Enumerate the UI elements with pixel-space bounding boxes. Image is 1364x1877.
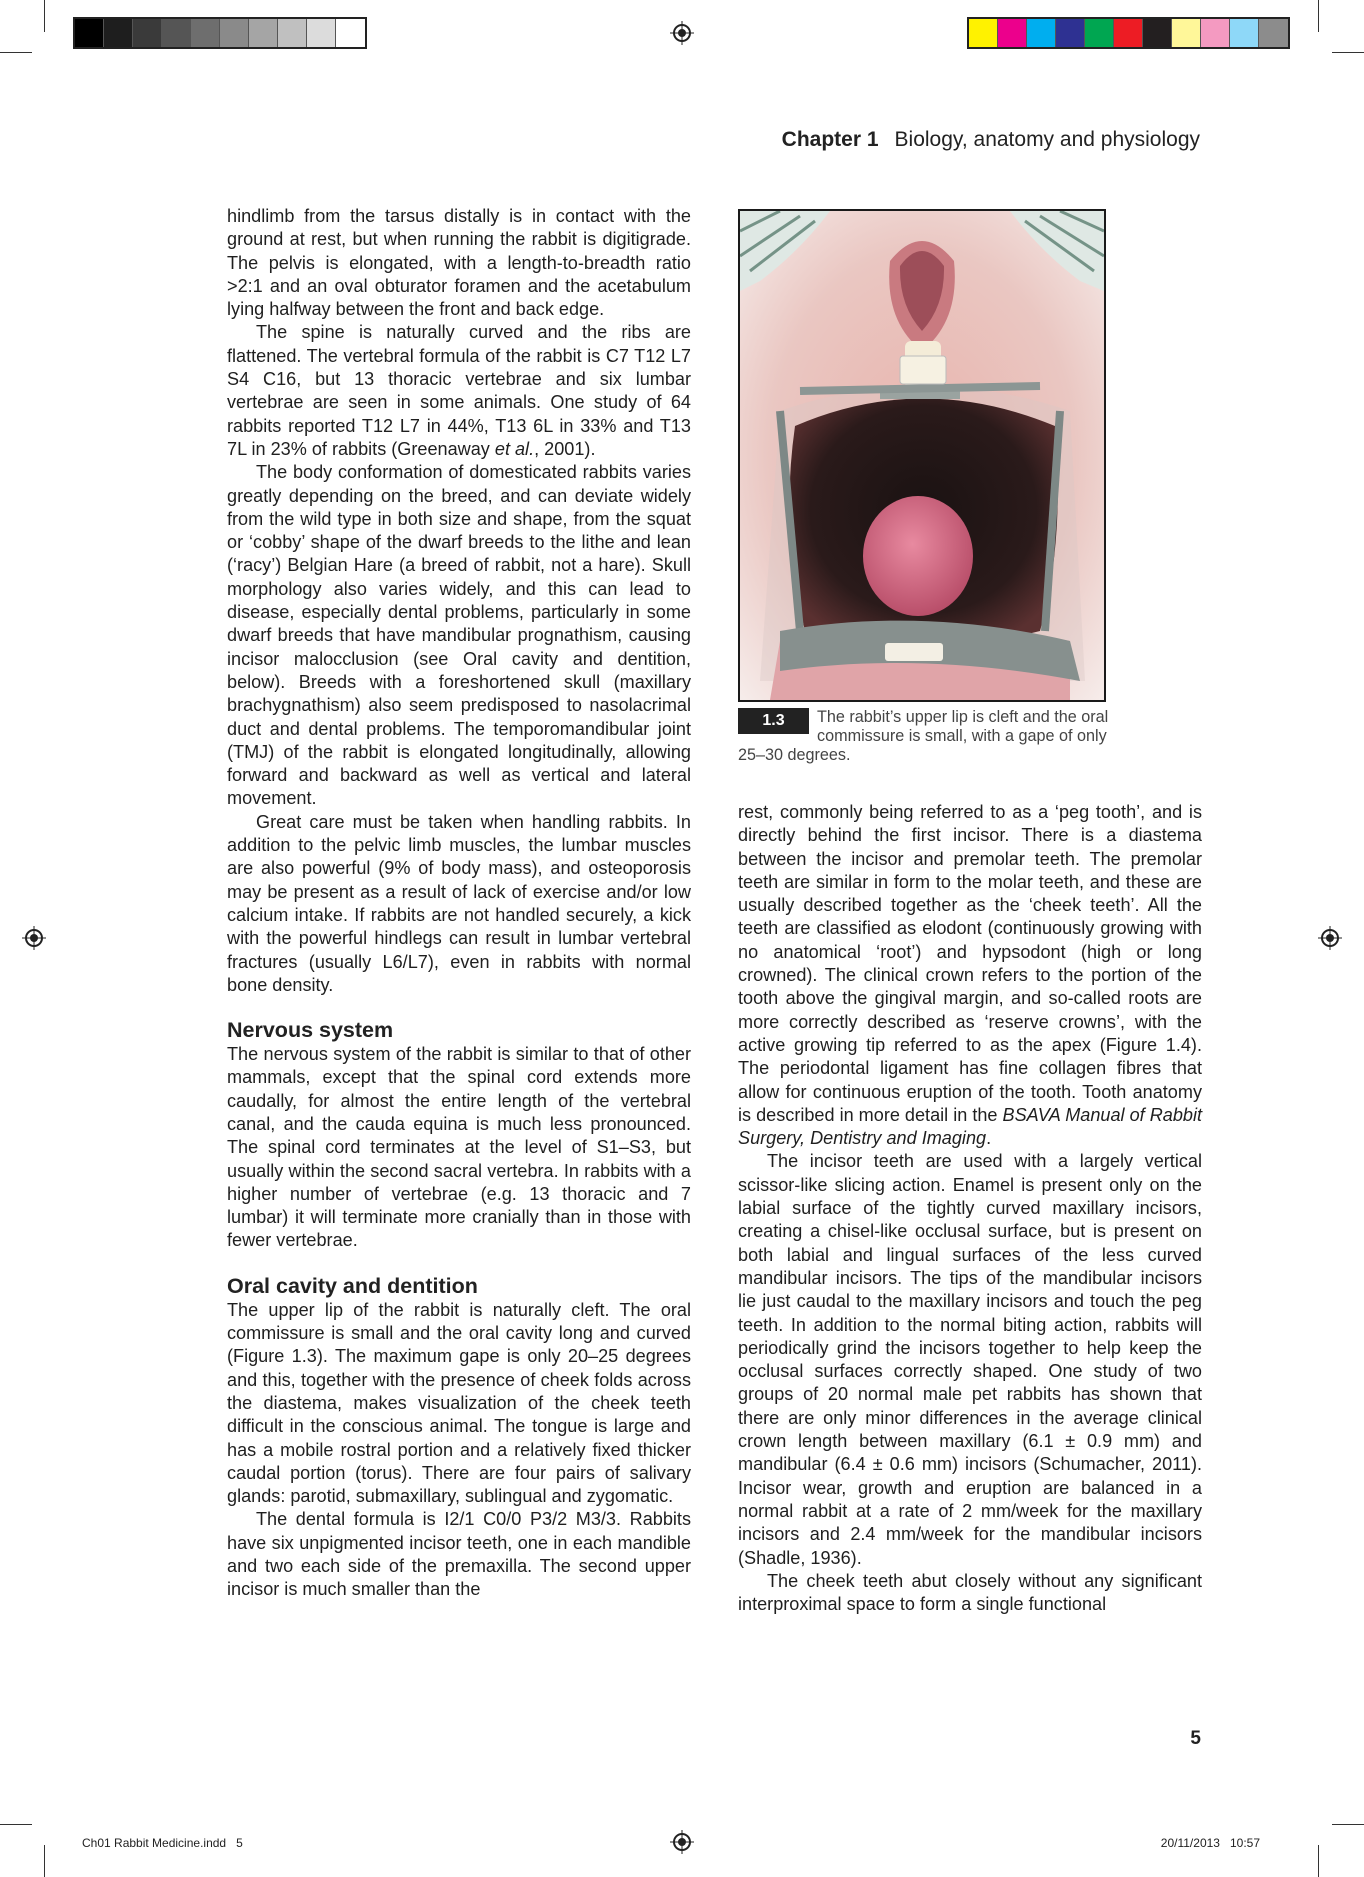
caption-text: The rabbit’s upper lip is cleft and the oral commissure is small, with a gape of only xyxy=(817,708,1109,745)
section-heading-oral-cavity: Oral cavity and dentition xyxy=(227,1273,478,1298)
color-swatch xyxy=(1056,19,1085,47)
figure-rabbit-mouth-photo xyxy=(738,209,1106,702)
registration-mark-icon xyxy=(22,926,46,950)
crop-mark xyxy=(1318,0,1319,32)
paragraph: hindlimb from the tarsus distally is in contact with the ground at rest, but when running the rabbit is digitigrade. The pelvis is elongated, with a length-to-breadth ratio >2:1 and an oval obturator foramen and the acetabulum lying halfway between the front and back edge. xyxy=(227,206,691,320)
crop-mark xyxy=(1318,1845,1319,1877)
paragraph: The dental formula is I2/1 C0/0 P3/2 M3/3. Rabbits have six unpigmented incisor teeth, one in each mandible and two each side of the premaxilla. The second upper incisor is much smaller than the xyxy=(227,1509,691,1600)
crop-mark xyxy=(1332,52,1364,53)
figure-caption xyxy=(738,708,1208,765)
color-swatch xyxy=(336,19,365,47)
caption-text-continued: 25–30 degrees. xyxy=(738,746,851,764)
figure-number: 1.3 xyxy=(738,708,809,734)
registration-mark-icon xyxy=(1318,926,1342,950)
color-swatch xyxy=(1230,19,1259,47)
crop-mark xyxy=(1332,1824,1364,1825)
paragraph: The upper lip of the rabbit is naturally cleft. The oral commissure is small and the oral cavity long and curved (Figure 1.3). The maximum gape is only 20–25 degrees and this, together with the presence of cheek folds across the diastema, makes visualization of the cheek teeth difficult in the conscious animal. The tongue is large and has a mobile rostral portion and a relatively fixed thicker caudal portion (torus). There are four pairs of salivary glands: parotid, submaxillary, sublingual and zygomatic. xyxy=(227,1299,691,1507)
registration-mark-icon xyxy=(670,1830,694,1854)
crop-mark xyxy=(0,52,32,53)
chapter-label: Chapter 1 xyxy=(781,128,879,151)
paragraph: The cheek teeth abut closely without any significant interproximal space to form a single functional xyxy=(738,1570,1202,1615)
chapter-title: Biology, anatomy and physiology xyxy=(894,128,1200,151)
slug-timestamp: 20/11/2013 10:57 xyxy=(1160,1836,1260,1850)
cmyk-color-bar xyxy=(967,17,1290,49)
color-swatch xyxy=(249,19,278,47)
color-swatch xyxy=(104,19,133,47)
crop-mark xyxy=(44,1845,45,1877)
color-swatch xyxy=(307,19,336,47)
color-swatch xyxy=(133,19,162,47)
paragraph: The body conformation of domesticated rabbits varies greatly depending on the breed, and can deviate widely from the wild type in both size and shape, from the squat or ‘cobby’ shape of the dwarf breeds to the lithe and lean (‘racy’) Belgian Hare (a breed of rabbit, not a hare). Skull morphology also varies widely, and this can lead to disease, especially dental problems, particularly in some dwarf breeds that have mandibular prognathism, causing incisor malocclusion (see Oral cavity and dentition, below). Breeds with a foreshortened skull (maxillary brachygnathism) also seem predisposed to nasolacrimal duct and dental problems. The temporomandibular joint (TMJ) of the rabbit is elongated longitudinally, allowing forward and backward as well as vertical and lateral movement. xyxy=(227,462,691,809)
color-swatch xyxy=(191,19,220,47)
running-header xyxy=(782,128,1200,152)
paragraph: The incisor teeth are used with a largely vertical scissor-like slicing action. Enamel is present only on the labial surface of the tightly curved maxillary incisors, creating a chisel-like occlusal surface, but is present on both labial and lingual surfaces of the less curved mandibular incisors. The tips of the mandibular incisors lie just caudal to the maxillary incisors and touch the peg teeth. In addition to the normal biting action, rabbits will periodically grind the incisors together to help keep the occlusal surfaces correctly shaped. One study of two groups of 20 normal male pet rabbits has shown that there are only minor differences in the average clinical crown length between maxillary (6.1 ± 0.9 mm) and mandibular (6.4 ± 0.6 mm) incisors (Schumacher, 2011). Incisor wear, growth and eruption are balanced in a normal rabbit at a rate of 2 mm/week for the maxillary incisors and 2.4 mm/week for the mandibular incisors (Shadle, 1936). xyxy=(738,1151,1202,1568)
color-swatch xyxy=(1201,19,1230,47)
color-swatch xyxy=(1114,19,1143,47)
grayscale-color-bar xyxy=(73,17,367,49)
section-heading-nervous-system: Nervous system xyxy=(227,1018,394,1043)
right-text-column xyxy=(738,801,1202,1616)
registration-mark-icon xyxy=(670,21,694,45)
color-swatch xyxy=(162,19,191,47)
slug-filename: Ch01 Rabbit Medicine.indd 5 xyxy=(82,1836,243,1850)
color-swatch xyxy=(969,19,998,47)
paragraph: rest, commonly being referred to as a ‘peg tooth’, and is directly behind the first incisor. There is a diastema between the incisor and premolar teeth. The premolar teeth are similar in form to the molar teeth, and these are usually described together as the ‘cheek teeth’. All the teeth are classified as elodont (continuously growing with no anatomical ‘root’) and hypsodont (high or long crowned). The clinical crown refers to the portion of the tooth above the gingival margin, and so-called roots are more correctly described as ‘reserve crowns’, with the active growing tip referred to as the apex (Figure 1.4). The periodontal ligament has fine collagen fibres that allow for continuous eruption of the tooth. Tooth anatomy is described in more detail in the BSAVA Manual of Rabbit Surgery, Dentistry and Imaging. xyxy=(738,802,1203,1149)
color-swatch xyxy=(220,19,249,47)
paragraph: The nervous system of the rabbit is similar to that of other mammals, except that the spinal cord extends more caudally, for almost the entire length of the vertebral canal, and the cauda equina is much less pronounced. The spinal cord terminates at the level of S1–S3, but usually within the second sacral vertebra. In rabbits with a higher number of vertebrae (e.g. 13 thoracic and 7 lumbar) it will terminate more cranially than in those with fewer vertebrae. xyxy=(227,1044,691,1251)
color-swatch xyxy=(1172,19,1201,47)
crop-mark xyxy=(0,1824,32,1825)
left-text-column xyxy=(227,205,691,1602)
rabbit-mouth-photo xyxy=(740,211,1104,700)
color-swatch xyxy=(278,19,307,47)
color-swatch xyxy=(1027,19,1056,47)
color-swatch xyxy=(1259,19,1288,47)
page-number: 5 xyxy=(1190,1728,1201,1749)
paragraph: Great care must be taken when handling rabbits. In addition to the pelvic limb muscles, the lumbar muscles are also powerful (9% of body mass), and osteoporosis may be present as a result of lack of exercise and/or low calcium intake. If rabbits are not handled securely, a kick with the powerful hindlegs can result in lumbar vertebral fractures (usually L6/L7), even in rabbits with normal bone density. xyxy=(227,811,691,995)
paragraph: The spine is naturally curved and the ribs are flattened. The vertebral formula of the rabbit is C7 T12 L7 S4 C16, but 13 thoracic vertebrae and six lumbar vertebrae are seen in some animals. One study of 64 rabbits reported T12 L7 in 44%, T13 6L in 33% and T13 7L in 23% of rabbits (Greenaway et al., 2001). xyxy=(227,322,691,459)
color-swatch xyxy=(1085,19,1114,47)
color-swatch xyxy=(998,19,1027,47)
color-swatch xyxy=(75,19,104,47)
crop-mark xyxy=(44,0,45,32)
color-swatch xyxy=(1143,19,1172,47)
